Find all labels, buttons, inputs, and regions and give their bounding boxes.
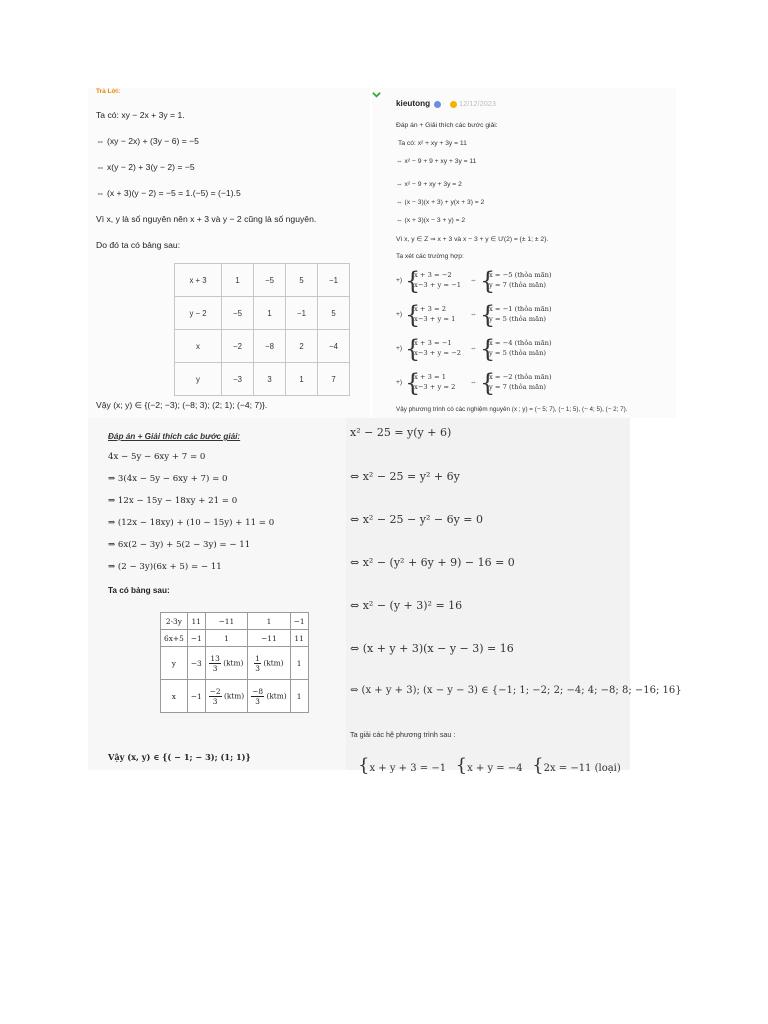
- step-line: Ta có: x² + xy + 3y = 11: [398, 140, 467, 147]
- conclusion-line: Vậy phương trình có các nghiệm nguyên (x ; y) = (− 5; 7), (− 1; 5), (− 4; 5), (− 2; 7).: [396, 406, 628, 413]
- chevron-down-icon[interactable]: [372, 90, 381, 99]
- rank-badge-icon: [450, 101, 457, 108]
- step-line: ⇒ 12x − 15y − 18xy + 21 = 0: [108, 496, 238, 506]
- system-row: x = −5 (thỏa mãn): [489, 271, 552, 279]
- table-cell: −11: [248, 630, 291, 647]
- table-cell: 11: [187, 613, 205, 630]
- table-cell: x + 3: [175, 264, 222, 297]
- value-table: [160, 612, 309, 713]
- case-prefix: +): [396, 345, 403, 352]
- system-row: y = 5 (thỏa mãn): [489, 349, 547, 357]
- step-line: Vì x, y ∈ Z ⇒ x + 3 và x − 3 + y ∈ Ư(2) = {± 1; ± 2}.: [396, 236, 549, 243]
- system-row: y = 7 (thỏa mãn): [489, 281, 547, 289]
- step-line: x² − 25 = y(y + 6): [350, 426, 452, 439]
- step-line: ⇔ (x − 3)(x + 3) + y(x + 3) = 2: [396, 199, 485, 206]
- table-cell: −1: [187, 680, 205, 713]
- step-line: Ta có: xy − 2x + 3y = 1.: [96, 110, 185, 120]
- equiv-sign: ⇔: [470, 379, 477, 386]
- table-cell: 1: [248, 613, 291, 630]
- table-cell: $\frac{-8}{3}$ (ktm): [248, 680, 291, 713]
- system-row: y = 5 (thỏa mãn): [489, 315, 547, 323]
- system-row: x = −1 (thỏa mãn): [489, 305, 552, 313]
- note-line: Ta giải các hệ phương trình sau :: [350, 730, 456, 739]
- table-cell: −1: [318, 264, 350, 297]
- step-line: ⇔ x² − 9 + xy + 3y = 2: [396, 181, 462, 188]
- table-cell: −1: [187, 630, 205, 647]
- system-row: x−3 + y = 1: [414, 315, 456, 323]
- step-line: Ta xét các trường hợp:: [396, 253, 464, 260]
- step-line: ⇒ (12x − 18xy) + (10 − 15y) + 11 = 0: [108, 518, 275, 528]
- case-prefix: +): [396, 277, 403, 284]
- step-line: ⇔ (x + 3)(y − 2) = −5 = 1.(−5) = (−1).5: [96, 188, 241, 198]
- verified-badge-icon: [434, 101, 441, 108]
- table-row: [161, 613, 309, 630]
- step-line: Vì x, y là số nguyên nên x + 3 và y − 2 cũng là số nguyên.: [96, 214, 317, 224]
- table-row: [175, 330, 350, 363]
- step-line: ⇒ 3(4x − 5y − 6xy + 7) = 0: [108, 474, 228, 484]
- table-label: Ta có bảng sau:: [108, 586, 170, 595]
- equiv-sign: ⇔: [470, 277, 477, 284]
- system-row: y = 7 (thỏa mãn): [489, 383, 547, 391]
- table-cell: y − 2: [175, 297, 222, 330]
- step-line: ⇔ x² − 9 + 9 + xy + 3y = 11: [396, 158, 477, 165]
- table-cell: 6x+5: [161, 630, 188, 647]
- table-cell: −4: [318, 330, 350, 363]
- table-cell: x: [175, 330, 222, 363]
- table-cell: −2: [222, 330, 254, 363]
- table-cell: 5: [286, 264, 318, 297]
- table-cell: −1: [286, 297, 318, 330]
- table-cell: 3: [254, 363, 286, 396]
- solution-title: Đáp án + Giải thích các bước giải:: [108, 432, 241, 441]
- step-line: Đáp án + Giải thích các bước giải:: [396, 122, 498, 129]
- table-cell: −5: [254, 264, 286, 297]
- table-row: [161, 630, 309, 647]
- answer-header: Trả Lời:: [96, 88, 121, 95]
- table-row: [161, 680, 309, 713]
- case-prefix: +): [396, 311, 403, 318]
- table-cell: −11: [205, 613, 248, 630]
- system-row: x = −4 (thỏa mãn): [489, 339, 552, 347]
- step-line: ⇔ (x + y + 3)(x − y − 3) = 16: [350, 642, 514, 655]
- table-cell: 1: [222, 264, 254, 297]
- table-cell: −5: [222, 297, 254, 330]
- solution-panel-c: [88, 418, 346, 770]
- table-cell: y: [161, 647, 188, 680]
- step-line: ⇔ (xy − 2x) + (3y − 6) = −5: [96, 136, 199, 146]
- system-row: x + 3 = 2: [414, 305, 446, 313]
- step-line: ⇒ (2 − 3y)(6x + 5) = − 11: [108, 562, 222, 572]
- table-cell: 1: [254, 297, 286, 330]
- equiv-sign: ⇔: [470, 311, 477, 318]
- fraction: $\frac{13}{3}$: [210, 653, 220, 673]
- step-line: 4x − 5y − 6xy + 7 = 0: [108, 452, 206, 462]
- system-row: x = −2 (thỏa mãn): [489, 373, 552, 381]
- case-prefix: +): [396, 379, 403, 386]
- step-line: ⇔ x² − (y² + 6y + 9) − 16 = 0: [350, 556, 515, 569]
- solution-panel-d: [346, 418, 682, 776]
- table-cell: 7: [318, 363, 350, 396]
- partial-system: {x + y + 3 = −1 {x + y = −4 {2x = −11 (loại): [358, 755, 621, 776]
- table-row: [161, 647, 309, 680]
- table-cell: −3: [187, 647, 205, 680]
- fraction: $\frac{1}{3}$: [255, 653, 260, 673]
- table-cell: 1: [290, 680, 308, 713]
- system-row: x−3 + y = −2: [414, 349, 461, 357]
- fraction: $\frac{-2}{3}$: [209, 686, 221, 706]
- step-line: ⇔ (x + 3)(x − 3 + y) = 2: [396, 217, 466, 224]
- table-cell: 5: [318, 297, 350, 330]
- table-cell: y: [175, 363, 222, 396]
- conclusion-line: Vậy (x; y) ∈ {(−2; −3); (−8; 3); (2; 1); (−4; 7)}.: [96, 400, 268, 410]
- step-line: ⇔ x² − 25 − y² − 6y = 0: [350, 513, 483, 526]
- conclusion-line: Vậy (x, y) ∈ {( − 1; − 3); (1; 1)}: [108, 752, 251, 762]
- table-cell: −1: [290, 613, 308, 630]
- table-cell: 2: [286, 330, 318, 363]
- table-row: [175, 363, 350, 396]
- table-cell: x: [161, 680, 188, 713]
- table-cell: −3: [222, 363, 254, 396]
- table-cell: $\frac{13}{3}$ (ktm): [205, 647, 248, 680]
- table-cell: −8: [254, 330, 286, 363]
- table-cell: 11: [290, 630, 308, 647]
- table-row: [175, 297, 350, 330]
- value-table: [174, 263, 350, 396]
- table-cell: $\frac{1}{3}$ (ktm): [248, 647, 291, 680]
- post-date: 12/12/2023: [459, 99, 497, 108]
- fraction: $\frac{-8}{3}$: [252, 686, 264, 706]
- table-cell: 1: [286, 363, 318, 396]
- step-line: Do đó ta có bảng sau:: [96, 240, 181, 250]
- step-line: ⇒ 6x(2 − 3y) + 5(2 − 3y) = − 11: [108, 540, 251, 550]
- system-row: x−3 + y = −1: [414, 281, 461, 289]
- system-row: x + 3 = 1: [414, 373, 446, 381]
- table-row: [175, 264, 350, 297]
- system-row: x + 3 = −1: [414, 339, 452, 347]
- table-cell: 1: [290, 647, 308, 680]
- answer-author-row: kieutong · 12/12/2023: [396, 99, 497, 108]
- equiv-sign: ⇔: [470, 345, 477, 352]
- system-row: x−3 + y = 2: [414, 383, 456, 391]
- step-line: ⇔ x(y − 2) + 3(y − 2) = −5: [96, 162, 195, 172]
- solution-panel-a: [88, 88, 370, 418]
- table-cell: 1: [205, 630, 248, 647]
- solution-panel-b: kieutong · 12/12/2023 Đáp án + Giải thích các bước giải: Ta có: x² + xy + 3y = 11 ⇔ x² − 9 + 9 + xy + 3y = 11 ⇔ x² − 9 + xy + 3y = 2 ⇔ (x − 3)(x + 3) + y(x + 3) = 2 ⇔ (x + 3)(x − 3 + y) = 2 Vì x, y ∈ Z ⇒ x + 3 và x − 3 + y ∈ Ư(2) = {± 1; ± 2}. Ta xét các trường hợp: +) { x + 3 = −2 x−3 + y = −1 ⇔ { x = −5 (thỏa mãn) y = 7 (thỏa mãn) +) { x + 3 = 2 x−3 + y = 1 ⇔ { x = −1 (thỏa mãn) y = 5 (thỏa mãn) +) { x + 3 = −1 x−3 + y = −2 ⇔ { x = −4 (thỏa mãn) y = 5 (thỏa mãn) +) { x + 3 = 1 x−3 + y = 2 ⇔ { x = −2 (thỏa mãn) y = 7 (thỏa mãn) Vậy phương trình có các nghiệm nguyên (x ; y) = (− 5; 7), (− 1; 5), (− 4; 5), (− 2; 7).: [372, 88, 676, 418]
- table-cell: 2-3y: [161, 613, 188, 630]
- username[interactable]: kieutong: [396, 99, 431, 108]
- step-line: ⇔ (x + y + 3); (x − y − 3) ∈ {−1; 1; −2; 2; −4; 4; −8; 8; −16; 16}: [350, 685, 682, 696]
- table-cell: $\frac{-2}{3}$ (ktm): [205, 680, 248, 713]
- system-row: x + 3 = −2: [414, 271, 452, 279]
- step-line: ⇔ x² − 25 = y² + 6y: [350, 470, 460, 483]
- step-line: ⇔ x² − (y + 3)² = 16: [350, 599, 463, 612]
